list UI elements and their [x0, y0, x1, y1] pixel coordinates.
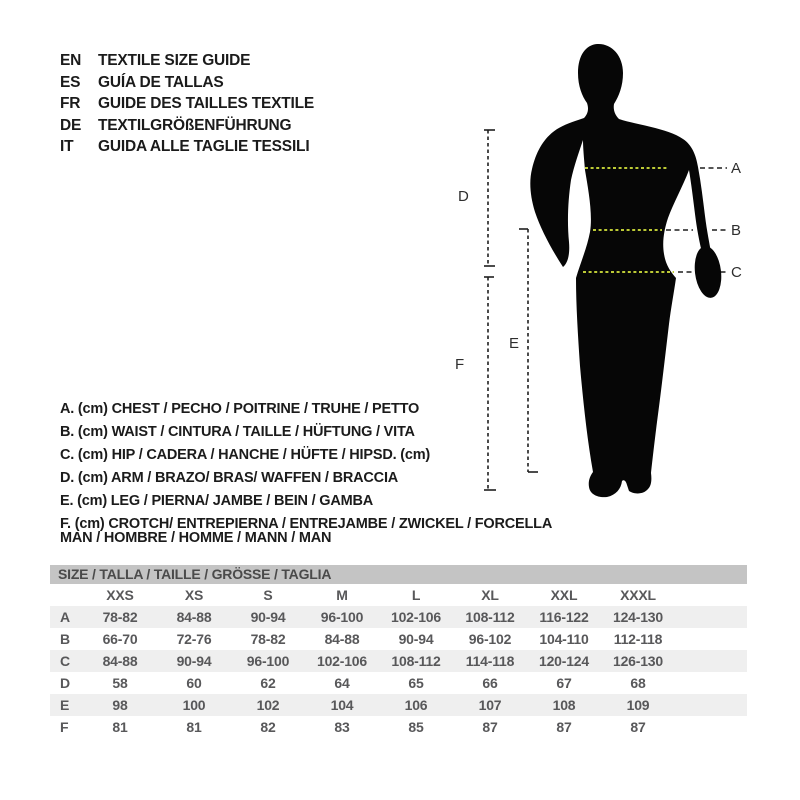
- legend-chest: A. (cm) CHEST / PECHO / POITRINE / TRUHE / PETTO: [60, 401, 420, 417]
- size-value-cell: 112-118: [613, 631, 663, 647]
- size-value-cell: 102-106: [391, 609, 441, 625]
- size-value-cell: 87: [630, 719, 646, 735]
- size-column-header: M: [336, 587, 348, 603]
- filler-cell: [675, 694, 747, 716]
- language-code: DE: [60, 116, 82, 134]
- filler-cell: [675, 606, 747, 628]
- filler-cell: [675, 672, 747, 694]
- size-column-header: XXL: [550, 587, 578, 603]
- measurement-legend: [60, 398, 552, 536]
- filler-cell: [675, 584, 747, 606]
- language-title-block: [60, 50, 314, 158]
- legend-arm: D. (cm) ARM / BRAZO/ BRAS/ WAFFEN / BRACCIA: [60, 470, 399, 486]
- size-value-cell: 84-88: [176, 609, 212, 625]
- size-value-cell: 100: [182, 697, 206, 713]
- size-value-cell: 60: [186, 675, 202, 691]
- size-column-header: S: [263, 587, 273, 603]
- size-value-cell: 96-100: [246, 653, 290, 669]
- language-title: TEXTILGRÖßENFÜHRUNG: [98, 116, 292, 134]
- size-value-cell: 104-110: [539, 631, 589, 647]
- measure-row-label: F: [60, 719, 69, 735]
- language-title: TEXTILE SIZE GUIDE: [98, 52, 251, 69]
- size-value-cell: 65: [408, 675, 424, 691]
- measure-row-label: E: [60, 697, 70, 713]
- measure-label-c: C: [731, 264, 742, 281]
- legend-hip: C. (cm) HIP / CADERA / HANCHE / HÜFTE / HIPSD. (cm): [60, 447, 431, 463]
- size-value-cell: 90-94: [176, 653, 212, 669]
- language-row: [60, 93, 314, 115]
- language-row: [60, 136, 314, 158]
- language-code: FR: [60, 95, 81, 112]
- man-silhouette: [530, 44, 712, 497]
- size-value-cell: 90-94: [398, 631, 434, 647]
- size-value-cell: 78-82: [102, 609, 138, 625]
- size-table-body: [50, 584, 747, 738]
- language-row: [60, 72, 314, 94]
- size-value-cell: 67: [556, 675, 572, 691]
- size-value-cell: 83: [334, 719, 350, 735]
- size-value-cell: 108: [552, 697, 576, 713]
- size-column-header: XXS: [106, 587, 134, 603]
- language-row: [60, 50, 314, 72]
- measure-label-a: A: [731, 160, 742, 177]
- size-value-cell: 108-112: [465, 609, 515, 625]
- measure-row-label: C: [60, 653, 70, 669]
- measure-row-b: [50, 628, 747, 650]
- language-title: GUIDA ALLE TAGLIE TESSILI: [98, 138, 310, 155]
- size-value-cell: 98: [112, 697, 128, 713]
- size-value-cell: 81: [112, 719, 128, 735]
- size-table-header: SIZE / TALLA / TAILLE / GRÖSSE / TAGLIA: [50, 565, 747, 584]
- size-value-cell: 84-88: [324, 631, 360, 647]
- size-column-header: L: [411, 587, 421, 603]
- size-value-cell: 66-70: [102, 631, 138, 647]
- corner-cell: [50, 584, 83, 606]
- size-header-row: [50, 584, 747, 606]
- size-value-cell: 81: [186, 719, 202, 735]
- measure-row-c: [50, 650, 747, 672]
- size-value-cell: 96-100: [320, 609, 364, 625]
- size-value-cell: 85: [408, 719, 424, 735]
- size-value-cell: 78-82: [250, 631, 286, 647]
- filler-cell: [675, 650, 747, 672]
- size-value-cell: 68: [630, 675, 646, 691]
- measure-row-f: [50, 716, 747, 738]
- size-table: [50, 565, 747, 738]
- gender-heading: MAN / HOMBRE / HOMME / MANN / MAN: [60, 530, 332, 546]
- size-value-cell: 116-122: [539, 609, 589, 625]
- size-value-cell: 107: [478, 697, 502, 713]
- measure-row-d: [50, 672, 747, 694]
- measure-row-e: [50, 694, 747, 716]
- language-title: GUÍA DE TALLAS: [98, 73, 224, 91]
- legend-crotch: F. (cm) CROTCH/ ENTREPIERNA / ENTREJAMBE / ZWICKEL / FORCELLA: [60, 516, 553, 532]
- measure-row-label: B: [60, 631, 70, 647]
- filler-cell: [675, 628, 747, 650]
- measure-label-b: B: [731, 222, 742, 239]
- language-code: IT: [60, 138, 74, 155]
- size-value-cell: 62: [260, 675, 276, 691]
- language-title: GUIDE DES TAILLES TEXTILE: [98, 95, 315, 112]
- size-value-cell: 96-102: [468, 631, 512, 647]
- language-code: ES: [60, 73, 81, 91]
- size-value-cell: 82: [260, 719, 276, 735]
- measure-label-e: E: [509, 335, 520, 352]
- measure-row-label: A: [60, 609, 70, 625]
- size-value-cell: 124-130: [613, 609, 663, 625]
- size-value-cell: 58: [112, 675, 128, 691]
- filler-cell: [675, 716, 747, 738]
- size-value-cell: 109: [626, 697, 650, 713]
- size-value-cell: 114-118: [465, 653, 515, 669]
- size-value-cell: 104: [330, 697, 354, 713]
- size-column-header: XS: [184, 587, 204, 603]
- size-value-cell: 120-124: [539, 653, 589, 669]
- size-value-cell: 64: [334, 675, 350, 691]
- size-value-cell: 106: [404, 697, 428, 713]
- size-column-header: XL: [481, 587, 499, 603]
- language-code: EN: [60, 52, 82, 69]
- size-value-cell: 72-76: [176, 631, 212, 647]
- size-value-cell: 87: [556, 719, 572, 735]
- size-value-cell: 87: [482, 719, 498, 735]
- size-value-cell: 102: [256, 697, 280, 713]
- size-column-header: XXXL: [620, 587, 656, 603]
- size-value-cell: 84-88: [102, 653, 138, 669]
- man-hand: [692, 245, 724, 300]
- size-value-cell: 108-112: [391, 653, 441, 669]
- measure-row-label: D: [60, 675, 70, 691]
- language-row: [60, 115, 314, 137]
- measure-label-f: F: [455, 356, 465, 373]
- legend-leg: E. (cm) LEG / PIERNA/ JAMBE / BEIN / GAMBA: [60, 493, 374, 509]
- size-value-cell: 90-94: [250, 609, 286, 625]
- size-value-cell: 126-130: [613, 653, 663, 669]
- size-value-cell: 102-106: [317, 653, 367, 669]
- size-value-cell: 66: [482, 675, 498, 691]
- legend-waist: B. (cm) WAIST / CINTURA / TAILLE / HÜFTUNG / VITA: [60, 424, 415, 440]
- measure-row-a: [50, 606, 747, 628]
- measure-label-d: D: [458, 188, 469, 205]
